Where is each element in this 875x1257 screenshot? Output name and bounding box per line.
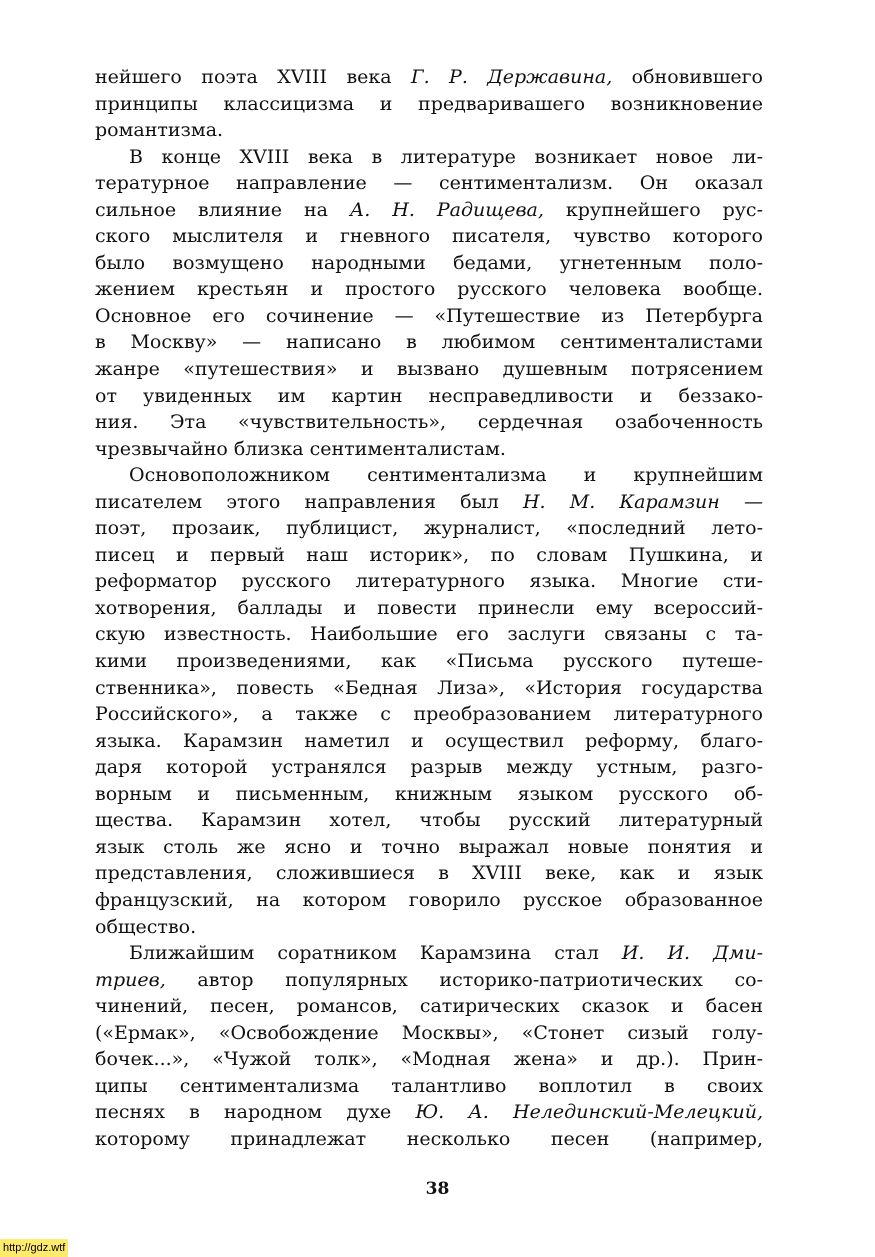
paragraph-first-line: В конце XVIII века в литературе возникает новое ли-	[129, 145, 763, 168]
text-line: даря которой устранялся разрыв между устным, разго-	[95, 756, 763, 779]
text-line: представления, сложившиеся в XVIII веке, как и язык	[95, 862, 763, 885]
text-line: жанре «путешествия» и вызвано душевным потрясением	[95, 358, 763, 381]
text-line: хотворения, баллады и повести принесли ему всероссий-	[95, 596, 763, 619]
text-line: нейшего поэта XVIII века Г. Р. Державина, обновившего	[95, 66, 763, 88]
text-line: ципы сентиментализма талантливо воплотил в своих	[95, 1074, 763, 1097]
text-line: чрезвычайно близка сентименталистам.	[95, 437, 506, 460]
text-line: бочек...», «Чужой толк», «Модная жена» и др.). Прин-	[95, 1048, 763, 1071]
text-line: принципы классицизма и предваривашего возникновение	[95, 92, 763, 115]
text-line: песнях в народном духе Ю. А. Нелединский-Мелецкий,	[95, 1101, 763, 1124]
text-line: писателем этого направления был Н. М. Карамзин —	[95, 490, 763, 513]
text-line: сильное влияние на А. Н. Радищева, крупнейшего рус-	[95, 198, 763, 221]
text-line: скую известность. Наибольшие его заслуги связаны с та-	[95, 623, 763, 646]
text-line: было возмущено народными бедами, угнетенным поло-	[95, 251, 763, 274]
body-text	[95, 64, 763, 1152]
text-line: Российского», а также с преобразованием литературного	[95, 703, 763, 726]
text-line: в Москву» — написано в любимом сентименталистами	[95, 331, 763, 354]
page-number: 38	[425, 1179, 450, 1199]
text-line: язык столь же ясно и точно выражал новые понятия и	[95, 835, 763, 858]
text-line: чинений, песен, романсов, сатирических сказок и басен	[95, 995, 763, 1018]
text-line: тературное направление — сентиментализм. Он оказал	[95, 172, 763, 195]
text-line: языка. Карамзин наметил и осуществил реформу, благо-	[95, 729, 763, 752]
text-line: ния. Эта «чувствительность», сердечная озабоченность	[95, 411, 763, 434]
text-line: реформатор русского литературного языка. Многие сти-	[95, 570, 763, 593]
text-line: ворным и письменным, книжным языком русского об-	[95, 782, 763, 805]
text-line: писец и первый наш историк», по словам Пушкина, и	[95, 543, 763, 566]
text-line: общество.	[95, 915, 197, 938]
text-line: поэт, прозаик, публицист, журналист, «последний лето-	[95, 517, 763, 540]
watermark-link[interactable]: http://gdz.wtf	[0, 1239, 68, 1257]
text-line: от увиденных им картин несправедливости и беззако-	[95, 384, 763, 407]
text-line: ственника», повесть «Бедная Лиза», «История государства	[95, 676, 763, 699]
text-line: жением крестьян и простого русского человека вообще.	[95, 278, 763, 301]
text-line: романтизма.	[95, 119, 224, 142]
text-line: французский, на котором говорило русское образованное	[95, 888, 763, 911]
text-line: которому принадлежат несколько песен (например,	[95, 1127, 763, 1150]
text-line: ского мыслителя и гневного писателя, чувство которого	[95, 225, 763, 248]
text-line: кими произведениями, как «Письма русского путеше-	[95, 650, 763, 673]
text-line: щества. Карамзин хотел, чтобы русский литературный	[95, 809, 763, 832]
text-line: («Ермак», «Освобождение Москвы», «Стонет сизый голу-	[95, 1021, 763, 1044]
paragraph-first-line: Основоположником сентиментализма и крупнейшим	[129, 464, 763, 487]
text-line: Основное его сочинение — «Путешествие из Петербурга	[95, 304, 763, 327]
paragraph-first-line: Ближайшим соратником Карамзина стал И. И. Дми-	[129, 942, 763, 965]
text-line: триев, автор популярных историко-патриотических со-	[95, 968, 763, 991]
